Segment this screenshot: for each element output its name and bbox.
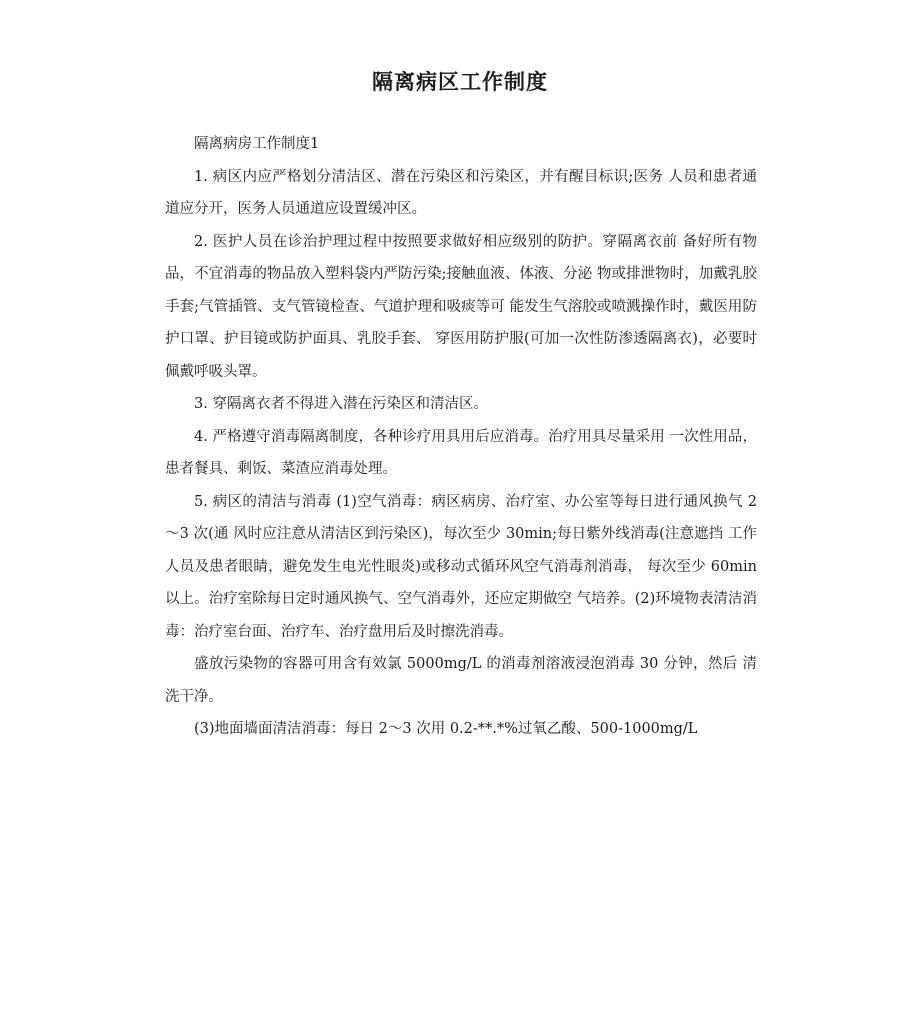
paragraph-subtitle: 隔离病房工作制度1: [194, 136, 320, 152]
paragraph-item-1: 1. 病区内应严格划分清洁区、潜在污染区和污染区，并有醒目标识;医务 人员和患者通道应分开，医务人员通道应设置缓冲区。: [165, 168, 757, 217]
paragraph-item-2: 2. 医护人员在诊治护理过程中按照要求做好相应级别的防护。穿隔离衣前 备好所有物品，不宜消毒的物品放入塑料袋内严防污染;接触血液、体液、分泌 物或排泄物时，加戴乳胶手套;气管插管、支气管镜检查、气道护理和吸痰等可 能发生气溶胶或喷溅操作时，戴医用防护口罩、护目镜或防护面具、乳胶手套、 穿医用防护服(可加一次性防渗透隔离衣)，必要时佩戴呼吸头罩。: [165, 233, 757, 380]
paragraph-floor-wall-disinfection: (3)地面墙面清洁消毒：每日 2～3 次用 0.2-**.*%过氧乙酸、500-1000mg/L: [194, 721, 698, 737]
paragraph-item-3: 3. 穿隔离衣者不得进入潜在污染区和清洁区。: [194, 396, 488, 412]
document-title: 隔离病区工作制度: [372, 70, 548, 94]
paragraph-item-4: 4. 严格遵守消毒隔离制度，各种诊疗用具用后应消毒。治疗用具尽量采用 一次性用品，患者餐具、剩饭、菜渣应消毒处理。: [165, 428, 757, 477]
document-body: [165, 128, 757, 746]
paragraph-item-5: 5. 病区的清洁与消毒 (1)空气消毒：病区病房、治疗室、办公室等每日进行通风换气 2～3 次(通 风时应注意从清洁区到污染区)，每次至少 30min;每日紫外线消毒(注意遮挡 工作人员及患者眼睛，避免发生电光性眼炎)或移动式循环风空气消毒剂消毒， 每次至少 60min 以上。治疗室除每日定时通风换气、空气消毒外，还应定期做空 气培养。(2)环境物表清洁消毒：治疗室台面、治疗车、治疗盘用后及时擦洗消毒。: [165, 493, 757, 640]
paragraph-container-disinfection: 盛放污染物的容器可用含有效氯 5000mg/L 的消毒剂溶液浸泡消毒 30 分钟，然后 清洗干净。: [165, 656, 757, 705]
